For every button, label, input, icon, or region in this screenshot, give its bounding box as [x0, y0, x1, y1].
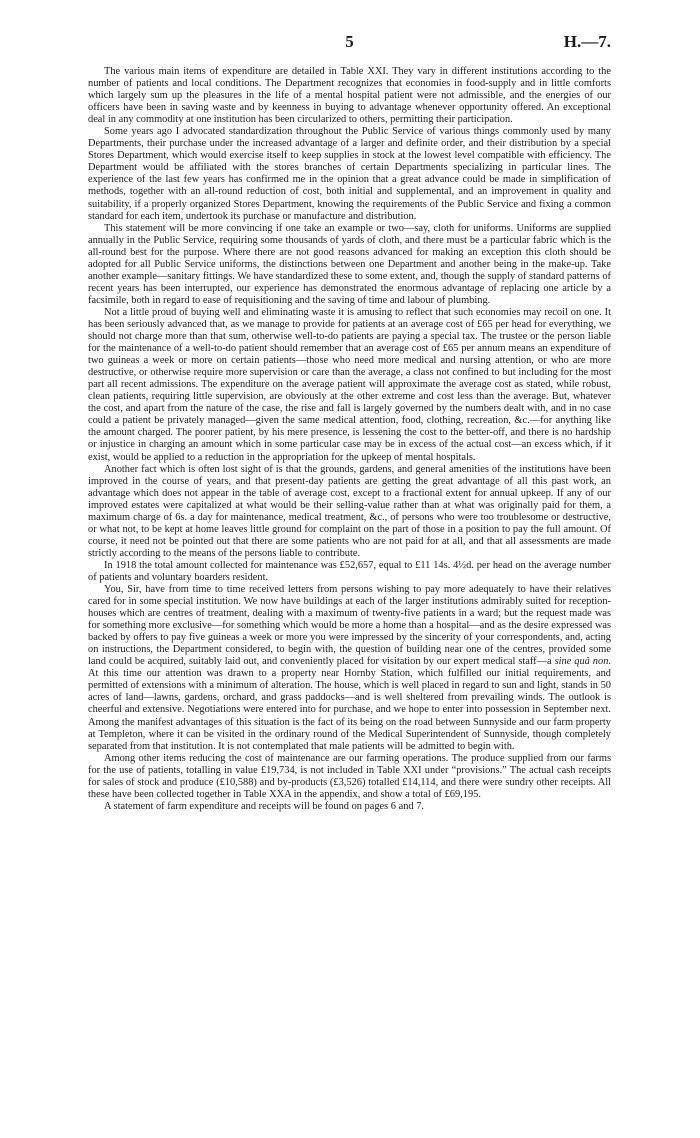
paragraph-farming-operations: Among other items reducing the cost of maintenance are our farming operations. The produce supplied from our farms for the use of patients, totalling in value £19,734, is not included in Table XXI under “provisions.” The actual cash receipts for sales of stock and produce (£10,588) and by-products (£3,526) totalled £14,114, and there were sundry other receipts. All these have been collected together in Table XXA in the appendix, and show a total of £69,195. [88, 752, 611, 800]
page-number: 5 [345, 32, 354, 51]
page-header [88, 32, 611, 54]
latin-phrase: sine quâ non [554, 656, 609, 668]
paragraph-special-institution-part-1: You, Sir, have from time to time received letters from persons wishing to pay more adequately to have their relatives cared for in some special institution. We now have buildings at each of the larger institutions admirably suited for reception-houses which are centres of treatment, dealing with a maximum of twenty-five patients in a ward; but the request made was for something more exclusive—for something which would be more a home than a hospital—and as the desire expressed was backed by offers to pay five guineas a week or more you were impressed by the sincerity of your correspondents, and, acting on instructions, the Department considered, to begin with, the question of building near one of the centres, provided some land could be acquired, suitably laid out, and conveniently placed for visitation by our expert medical staff—a [88, 584, 611, 668]
body-text [88, 66, 611, 813]
paragraph-grounds-amenities: Another fact which is often lost sight of is that the grounds, gardens, and general amenities of the institutions have been improved in the course of years, and that present-day patients are getting the great advantage of all this past work, an advantage which does not appear in the table of average cost, except to a fractional extent for annual upkeep. If any of our improved estates were capitalized at what would be their selling-value rather than at what was originally paid for them, a maximum charge of 6s. a day for maintenance, medical treatment, &c., of persons who were too troublesome or destructive, or what not, to be kept at home leaves little ground for complaint on the part of those in a position to pay the full amount. Of course, it need not be pointed out that there are some patients who are not paid for at all, and that all assessments are made strictly according to the means of the persons liable to contribute. [88, 463, 611, 559]
paragraph-special-institution-part-2: . At this time our attention was drawn to a property near Hornby Station, which fulfilled our initial requirements, and permitted of extensions with a minimum of alteration. The house, which is well placed in regard to sun and light, stands in 50 acres of land—lawns, gardens, orchard, and grass paddocks—and is well sheltered from prevailing winds. The outlook is cheerful and extensive. Negotiations were entered into for purchase, and we hope to enter into possession in September next. Among the manifest advantages of this situation is the fact of its being on the road between Sunnyside and our farm property at Templeton, where it can be visited in the ordinary round of the Medical Superintendent of Sunnyside, though completely separated from that institution. It is not contemplated that male patients will be admitted to begin with. [88, 656, 611, 752]
paragraph-economies-recoil: Not a little proud of buying well and eliminating waste it is amusing to reflect that such economies may recoil on one. It has been seriously advanced that, as we manage to provide for patients at an average cost of £65 per head for everything, we should not charge more than that sum, otherwise well-to-do patients are paying a special tax. The trustee or the person liable for the maintenance of a well-to-do patient should remember that an average cost of £65 per annum means an expenditure of two guineas a week or more on certain patients—those who need more medical and nursing attention, or who are more destructive, or otherwise require more supervision or care than the average, a class not confined to but including for the most part all recent admissions. The expenditure on the average patient will approximate the average cost as stated, while robust, clean patients, requiring little supervision, are obviously at the other extreme and cost less than the average. But, whatever the cost, and apart from the nature of the case, the rise and fall is largely governed by the numbers dealt with, and in no case could a patient be privately managed—given the same medical attention, food, clothing, recreation, &c.—for anything like the amount charged. The poorer patient, by his mere presence, is lessening the cost to the better-off, and there is no hardship or injustice in charging an amount which in some particular case may be in excess of the actual cost—an excess which, if it exist, would be applied to a reduction in the appropriation for the upkeep of mental hospitals. [88, 306, 611, 463]
document-reference: H.—7. [563, 32, 611, 51]
paragraph-standardization: Some years ago I advocated standardization throughout the Public Service of various things commonly used by many Departments, their purchase under the increased advantage of a larger and definite order, and their distribution by a special Stores Department, which would exercise itself to keep supplies in stock at the lowest level compatible with efficiency. The Department would be affiliated with the stores branches of certain Departments specializing in particular lines. The experience of the last few years has confirmed me in the opinion that a great advance could be made in simplification of methods, together with an all-round reduction of cost, both initial and supplemental, and an improvement in quality and suitability, if a properly organized Stores Department, knowing the requirements of the Public Service and fixing a common standard for each item, undertook its purchase or manufacture and distribution. [88, 126, 611, 222]
paragraph-uniform-example: This statement will be more convincing if one take an example or two—say, cloth for uniforms. Uniforms are supplied annually in the Public Service, requiring some thousands of yards of cloth, and there must be a particular fabric which is the all-round best for the purpose. Where there are not good reasons advanced for making an exception this cloth should be adopted for all Public Service uniforms, the distinctions between one Department and another being in the make-up. Take another example—sanitary fittings. We have standardized these to some extent, and, though the supply of standard patterns of recent years has been interrupted, our experience has demonstrated the enormous advantage of replacing one article by a facsimile, both in regard to ease of requisitioning and the saving of time and labour of plumbing. [88, 222, 611, 306]
paragraph-maintenance-1918: In 1918 the total amount collected for maintenance was £52,657, equal to £11 14s. 4½d. per head on the average number of patients and voluntary boarders resident. [88, 559, 611, 583]
paragraph-expenditure-items: The various main items of expenditure are detailed in Table XXI. They vary in different institutions according to the number of patients and local conditions. The Department recognizes that economies in food-supply and in little comforts which largely sum up the pleasures in the life of a mental hospital patient were not admissible, and the energies of our officers have been in saving waste and by keenness in buying to advantage whenever opportunity offered. An exceptional deal in any commodity at one institution has been circularized to others, permitting their participation. [88, 66, 611, 126]
paragraph-farm-statement: A statement of farm expenditure and receipts will be found on pages 6 and 7. [104, 800, 424, 812]
paragraph-special-institution [88, 584, 611, 753]
